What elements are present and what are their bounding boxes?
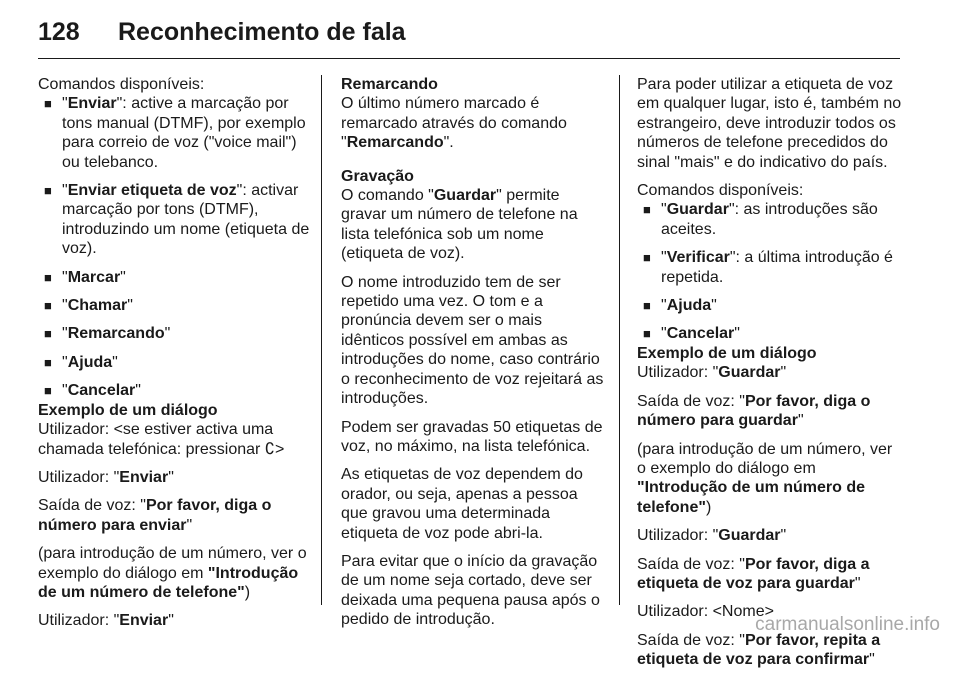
dialog-note: (para introdução de um número, ver o exemplo do diálogo em "Introdução de um número de telefone") [38,545,307,601]
header-rule [38,58,900,59]
dialog-line: Saída de voz: "Por favor, diga o número para enviar" [38,497,272,534]
list-item: ■ "Remarcando" [44,325,171,343]
column-divider-1 [321,75,322,605]
dialog-line: Saída de voz: "Por favor, diga a etiqueta de voz para guardar" [637,555,870,592]
list-item: ■ "Ajuda" [44,353,118,371]
command-description: : a última introdução é repetida. [661,249,893,286]
dialog-line: Utilizador: <Nome> [637,603,774,621]
dialog-line: Utilizador: <se estiver activa uma chamada telefónica: pressionar ∁> [38,421,285,458]
dialog-example [38,401,310,459]
list-item: ■ "Verificar": a última introdução é repetida. [643,249,893,286]
list-item: ■ "Cancelar" [643,325,740,343]
command-name: Enviar etiqueta de voz [67,182,237,200]
bullet-icon: ■ [643,298,651,314]
remarcando-section: Remarcando O último número marcado é remarcado através do comando "Remarcando". [341,75,606,153]
command-name: Ajuda [67,353,113,371]
paragraph: Podem ser gravadas 50 etiquetas de voz, no máximo, na lista telefónica. [341,418,603,455]
list-item: ■ "Marcar" [44,268,126,286]
command-name: Guardar [666,201,729,219]
bullet-icon: ■ [44,383,52,399]
command-name: Enviar [67,95,117,113]
commands-intro: Comandos disponíveis: [38,76,205,93]
bullet-icon: ■ [44,183,52,199]
dialog-example: Exemplo de um diálogo Utilizador: "Guardar" [637,344,905,383]
paragraph: O nome introduzido tem de ser repetido uma vez. O tom e a pronúncia devem ser o mais idênticos possível em ambas as introduções do nome, caso contrário o reconhecimento de voz rejeitará as introduções. [341,273,604,408]
command-description: : as introduções são aceites. [661,201,878,238]
list-item: ■ "Enviar": active a marcação por tons manual (DTMF), por exemplo para correio de voz ("voice mail") ou telebanco. [44,95,306,171]
bullet-icon: ■ [44,298,52,314]
command-name: Chamar [67,297,128,315]
section-heading: Exemplo de um diálogo [637,344,817,362]
paragraph: As etiquetas de voz dependem do orador, ou seja, apenas a pessoa que gravou uma determinada etiqueta de voz pode abri-la. [341,466,583,542]
list-item: ■ "Chamar" [44,297,133,315]
gravacao-section: Gravação O comando "Guardar" permite gravar um número de telefone na lista telefónica sob um nome (etiqueta de voz). [341,167,606,264]
list-item: ■ "Ajuda" [643,297,717,315]
column-1 [38,75,310,640]
list-item: ■ "Cancelar" [44,382,141,400]
section-heading: Remarcando [341,76,438,93]
command-name: Ajuda [666,297,712,315]
section-heading: Exemplo de um diálogo [38,401,218,419]
cross-reference-link[interactable]: "Introdução de um número de telefone" [38,564,299,601]
page-header [38,14,900,52]
column-divider-2 [619,75,620,605]
bullet-icon: ■ [643,326,651,342]
page-number: 128 [38,18,80,46]
command-name: Marcar [67,268,121,286]
command-list [38,94,310,400]
command-list [637,200,905,343]
commands-intro: Comandos disponíveis: [637,182,804,200]
command-name: Cancelar [666,325,735,343]
bullet-icon: ■ [44,354,52,370]
dialog-line: Saída de voz: "Por favor, repita a etiqueta de voz para confirmar" [637,631,881,669]
command-name: Verificar [666,249,730,267]
command-name: Remarcando [67,325,165,343]
dialog-note: (para introdução de um número, ver o exemplo do diálogo em "Introdução de um número de telefone") [637,440,893,516]
dialog-line: Utilizador: "Enviar" [38,468,174,486]
watermark: carmanualsonline.info [755,614,940,635]
command-name: Cancelar [67,382,136,400]
list-item: ■ "Guardar": as introduções são aceites. [643,201,878,238]
paragraph: Para poder utilizar a etiqueta de voz em qualquer lugar, isto é, também no estrangeiro, deve introduzir todos os números de telefone precedidos do sinal "mais" e do indicativo do país. [637,76,902,171]
dialog-line: Utilizador: "Guardar" [637,527,787,545]
column-2 [341,75,606,639]
dialog-line: Utilizador: "Enviar" [38,612,174,630]
cross-reference-link[interactable]: "Introdução de um número de telefone" [637,479,866,516]
bullet-icon: ■ [643,250,651,266]
column-3 [637,75,905,679]
command-description: : activar marcação por tons (DTMF), introduzindo um nome (etiqueta de voz). [62,182,310,258]
section-heading: Gravação [341,167,414,185]
dialog-line: Saída de voz: "Por favor, diga o número para guardar" [637,392,871,430]
bullet-icon: ■ [44,326,52,342]
page-title: Reconhecimento de fala [118,18,406,46]
bullet-icon: ■ [44,96,52,112]
paragraph: Para evitar que o início da gravação de um nome seja cortado, deve ser deixada uma pequena pausa após o pedido de introdução. [341,552,600,629]
bullet-icon: ■ [44,269,52,285]
command-description: : active a marcação por tons manual (DTMF), por exemplo para correio de voz ("voice mail") ou telebanco. [62,95,306,171]
bullet-icon: ■ [643,202,651,218]
list-item: ■ "Enviar etiqueta de voz": activar marcação por tons (DTMF), introduzindo um nome (etiqueta de voz). [44,182,310,258]
